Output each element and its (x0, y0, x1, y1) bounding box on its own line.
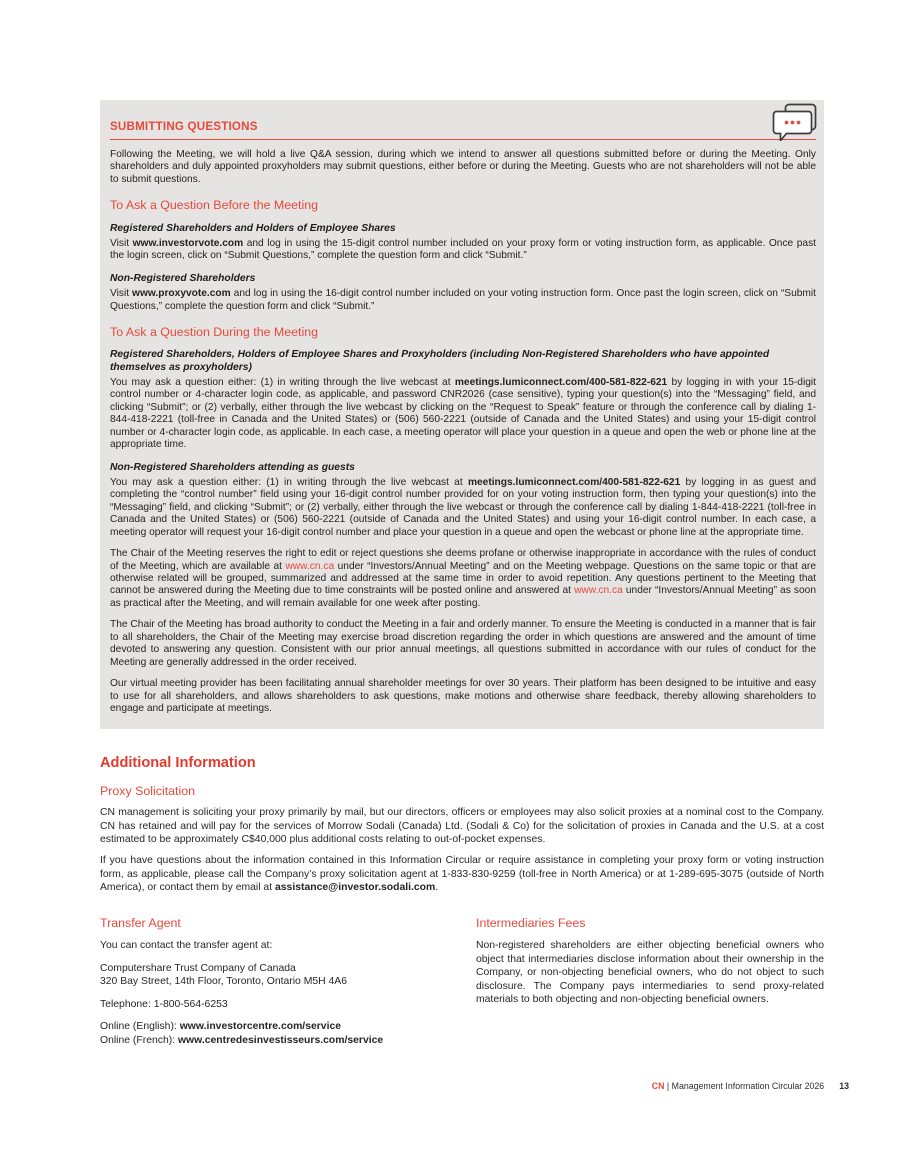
proxy-solicitation-heading: Proxy Solicitation (100, 784, 196, 799)
intermediaries-fees-heading: Intermediaries Fees (476, 916, 586, 931)
footer-title: Management Information Circular 2026 (671, 1081, 825, 1091)
footer-brand: CN (651, 1081, 665, 1091)
text-run: Telephone: 1-800-564-6253 (100, 998, 228, 1010)
before-meeting-heading: To Ask a Question Before the Meeting (110, 198, 319, 213)
transfer-agent-telephone (100, 998, 450, 1012)
submitting-questions-box (100, 100, 824, 729)
text-run: You can contact the transfer agent at: (100, 940, 273, 952)
two-column-section (100, 916, 824, 1047)
page-footer (652, 1081, 849, 1091)
footer-separator: | (664, 1081, 672, 1091)
text-run: Computershare Trust Company of Canada (100, 962, 296, 974)
submitting-questions-header (110, 100, 816, 140)
registered-shareholders-subheading: Registered Shareholders and Holders of Employee Shares (110, 222, 396, 234)
text-run: and log in using the 16-digit control number included on your voting instruction form. Once past the login screen, click on “Submit Questions,” complete the question form and click “Submit.” (110, 288, 816, 312)
non-registered-shareholders-subheading: Non-Registered Shareholders (110, 272, 256, 284)
transfer-agent-address (100, 975, 450, 989)
chat-bubbles-icon (772, 103, 818, 141)
text-run: meetings.lumiconnect.com/400-581-822-621 (467, 476, 681, 488)
text-run: Online (English): (100, 1021, 180, 1033)
text-run: www.investorcentre.com/service (179, 1021, 342, 1033)
inline-link[interactable]: www.cn.ca (574, 585, 623, 597)
text-run: and log in using the 15-digit control number included on your proxy form or voting instruction form, as applicable. Once past the login screen, click on “Submit Questions,” complete the question form and click “Submit.” (110, 237, 816, 262)
text-run: . (435, 881, 439, 893)
transfer-agent-company (100, 962, 450, 976)
text-run: Non-registered shareholders are either objecting beneficial owners who object that intermediaries disclose information about their ownership in the Company, or non-objecting beneficial owners, who do not object to such disclosure. The Company pays intermediaries to send proxy-related materials to both objecting and non-objecting beneficial owners. (476, 940, 824, 1006)
registered-proxyholders-paragraph (110, 377, 816, 452)
text-run: Visit (110, 288, 133, 300)
text-run: Online (French): (100, 1034, 178, 1046)
text-run: If you have questions about the information contained in this Information Circular or require assistance in completing your proxy form or voting instruction form, as applicable, please call the Company’s proxy solicitation agent at 1-833-830-9259 (toll-free in North America) or at 1-289-695-3075 (outside of North America), or contact them by email at (100, 855, 824, 893)
text-run: The Chair of the Meeting has broad authority to conduct the Meeting in a fair and orderly manner. To ensure the Meeting is conducted in a manner that is fair to all shareholders, the Chair of the Meeting may exercise broad discretion regarding the order in which questions are answered and the amount of time devoted to answering any question. Consistent with our prior annual meetings, all questions submitted in accordance with our rules of conduct for the Meeting are generally addressed in the order received. (110, 619, 816, 668)
inline-link[interactable]: www.cn.ca (285, 560, 335, 572)
text-run: by logging in with your 15-digit control number or 4-character login code, as applicable, and password CNR2026 (case sensitive), typing your question(s) into the “Messaging” field, and clicking “Submit”; or (2) verbally, either through the live webcast by clicking on the “Request to Speak” feature or through the conference call by dialing 1-844-418-2221 (toll-free in Canada and the United States) or (506) 560-2221 (outside of Canada and the United States) and using your 15-digit control number or 4-character login code, as applicable. In each case, a meeting operator will place your question in a queue and open the web or phone line at the appropriate time. (110, 376, 816, 451)
non-registered-shareholders-paragraph (110, 288, 816, 313)
guests-paragraph (110, 477, 816, 539)
text-run: meetings.lumiconnect.com/400-581-822-621 (454, 376, 668, 388)
proxy-solicitation-paragraph-1 (100, 806, 824, 846)
guests-subheading: Non-Registered Shareholders attending as guests (110, 461, 355, 473)
text-run: www.centredesinvestisseurs.com/service (177, 1034, 384, 1046)
text-run: You may ask a question either: (1) in writing through the live webcast at (110, 476, 468, 488)
during-meeting-heading: To Ask a Question During the Meeting (110, 325, 319, 340)
intermediaries-fees-column (476, 916, 824, 1047)
chair-authority-paragraph (110, 619, 816, 669)
text-run: Our virtual meeting provider has been facilitating annual shareholder meetings for over 30 years. Their platform has been designed to be intuitive and easy to use for all shareholders, and allows shareholders to ask questions, make motions and otherwise share feedback, thereby allowing shareholders to engage and participate at meetings. (110, 678, 816, 714)
text-run: www.investorvote.com (132, 237, 244, 249)
transfer-agent-intro (100, 939, 450, 953)
transfer-agent-heading: Transfer Agent (100, 916, 181, 931)
text-run: under “Investors/Annual Meeting” and on the Meeting webpage. Questions on the same topic or that are otherwise related will be grouped, summarized and addressed at the same time in order to avoid repetition. Any questions pertinent to the Meeting that cannot be answered during the Meeting due to time constraints will be posted online and answered at (110, 560, 816, 597)
transfer-agent-online-french (100, 1034, 450, 1048)
text-run: 320 Bay Street, 14th Floor, Toronto, Ontario M5H 4A6 (100, 976, 348, 988)
meeting-provider-paragraph (110, 678, 816, 715)
section-title: SUBMITTING QUESTIONS (110, 120, 258, 133)
transfer-agent-online-english (100, 1020, 450, 1034)
text-run: www.proxyvote.com (132, 288, 231, 300)
registered-shareholders-paragraph (110, 238, 816, 263)
proxy-solicitation-paragraph-2 (100, 854, 824, 894)
chair-edit-questions-paragraph (110, 548, 816, 610)
additional-information-section (100, 755, 824, 1047)
text-run: by logging in as guest and completing the “control number” field using your 16-digit control number provided for on your voting instruction form, then typing your question(s) into the “Messaging” field, and clicking “Submit”; or (2) verbally, either through the live webcast or through the conference call by dialing 1-844-418-2221 (toll-free in Canada and the United States) or (506) 560-2221 (outside of Canada and the United States) and using your 16-digit control number. In each case, a meeting operator will request your 16-digit control number and place your question in a queue and open the webcast or phone line at the appropriate time. (110, 476, 816, 538)
text-run: Following the Meeting, we will hold a live Q&A session, during which we intend to answer all questions submitted before or during the Meeting. Only shareholders and duly appointed proxyholders may submit questions, either before or during the Meeting. Guests who are not shareholders will not be able to submit questions. (110, 149, 816, 185)
text-run: under “Investors/Annual Meeting” as soon as practical after the Meeting, and will remain available for one week after posting. (110, 585, 816, 609)
text-run: CN management is soliciting your proxy primarily by mail, but our directors, officers or employees may also solicit proxies at a nominal cost to the Company. CN has retained and will pay for the services of Morrow Sodali (Canada) Ltd. (Sodali & Co) for the solicitation of proxies in Canada and the U.S. at a cost estimated to be approximately C$40,000 plus additional costs relating to out-of-pocket expenses. (100, 807, 824, 845)
footer-page-number: 13 (839, 1081, 849, 1091)
additional-information-heading: Additional Information (100, 755, 256, 772)
registered-proxyholders-subheading: Registered Shareholders, Holders of Employee Shares and Proxyholders (including Non-Registered Shareholders who have appointed themselves as proxyholders) (110, 349, 770, 373)
text-run: You may ask a question either: (1) in writing through the live webcast at (110, 376, 455, 388)
intermediaries-fees-paragraph (476, 939, 824, 1007)
text-run: The Chair of the Meeting reserves the right to edit or reject questions she deems profane or otherwise inappropriate in accordance with the rules of conduct of the Meeting, which are available at (110, 548, 816, 572)
qa-intro-paragraph (110, 149, 816, 186)
text-run: Visit (110, 237, 133, 249)
text-run: assistance@investor.sodali.com (274, 881, 436, 893)
page-content (100, 100, 824, 1047)
transfer-agent-column (100, 916, 476, 1047)
